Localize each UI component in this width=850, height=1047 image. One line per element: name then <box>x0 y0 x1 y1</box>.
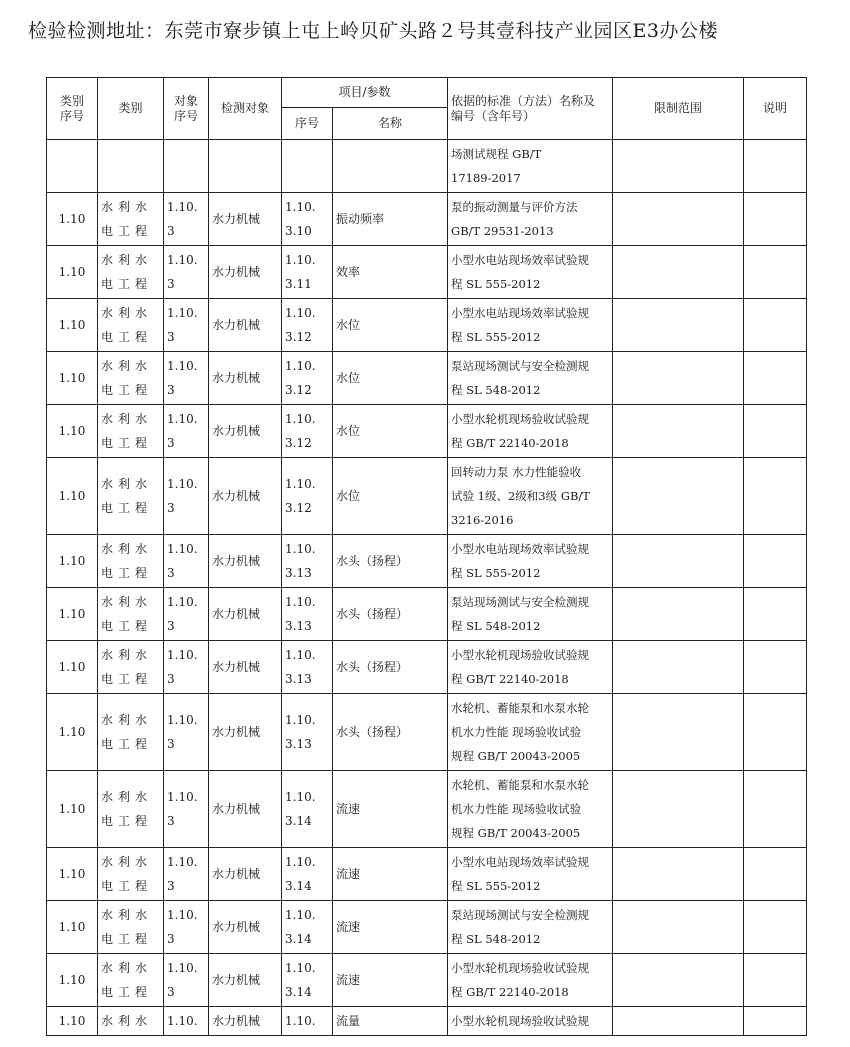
cell-standard <box>448 405 613 458</box>
cell-limit <box>613 535 744 588</box>
cell-object-no <box>164 405 209 458</box>
cell-note <box>744 954 807 1007</box>
cell-category-no-text: 1.10 <box>58 424 86 438</box>
cell-note <box>744 1007 807 1036</box>
cell-note <box>744 352 807 405</box>
cell-object-no <box>164 848 209 901</box>
header-category: 类别 <box>98 78 164 140</box>
cell-object <box>209 588 282 641</box>
cell-category <box>98 1007 164 1036</box>
cell-limit <box>613 1007 744 1036</box>
cell-category <box>98 352 164 405</box>
cell-note <box>744 193 807 246</box>
cell-object-no <box>164 246 209 299</box>
cell-limit <box>613 352 744 405</box>
cell-limit <box>613 299 744 352</box>
cell-object-no <box>164 641 209 694</box>
cell-item-name <box>333 954 448 1007</box>
cell-object-no <box>164 458 209 535</box>
cell-standard-text: 小型水电站现场效率试验规 程 SL 555-2012 <box>451 253 590 291</box>
cell-category <box>98 458 164 535</box>
cell-standard <box>448 694 613 771</box>
cell-item-name-text: 流速 <box>336 802 361 816</box>
cell-object-text: 水力机械 <box>212 973 261 987</box>
cell-standard-text: 小型水轮机现场验收试验规 <box>451 1014 590 1028</box>
cell-empty <box>164 140 209 193</box>
cell-category-no-text: 1.10 <box>58 725 86 739</box>
cell-standard <box>448 588 613 641</box>
cell-note <box>744 641 807 694</box>
cell-note <box>744 771 807 848</box>
cell-object-no <box>164 193 209 246</box>
cell-item-no-text: 1.10. 3.12 <box>285 359 316 397</box>
cell-standard-text: 小型水电站现场效率试验规 程 SL 555-2012 <box>451 306 590 344</box>
cell-category <box>98 954 164 1007</box>
table-row <box>47 641 807 694</box>
cell-note <box>744 694 807 771</box>
cell-category-no <box>47 771 98 848</box>
cell-object <box>209 405 282 458</box>
cell-category-no-text: 1.10 <box>58 867 86 881</box>
cell-empty <box>209 140 282 193</box>
cell-object-no <box>164 771 209 848</box>
cell-standard-text: 水轮机、蓄能泵和水泵水轮 机水力性能 现场验收试验 规程 GB/T 20043-2005 <box>451 778 590 840</box>
header-category-no-text: 类别 序号 <box>59 93 84 123</box>
cell-object-no-text: 1.10. 3 <box>167 908 198 946</box>
cell-object <box>209 954 282 1007</box>
cell-limit <box>613 954 744 1007</box>
cell-object-no <box>164 588 209 641</box>
cell-category-text: 水利水 电工程 <box>101 253 153 291</box>
cell-category-no-text: 1.10 <box>58 973 86 987</box>
cell-category-no <box>47 458 98 535</box>
cell-object-no-text: 1.10. 3 <box>167 412 198 450</box>
cell-object-no-text: 1.10. 3 <box>167 595 198 633</box>
cell-category-no-text: 1.10 <box>58 920 86 934</box>
cell-item-no <box>282 641 333 694</box>
table-row <box>47 848 807 901</box>
cell-item-name <box>333 246 448 299</box>
cell-note <box>744 848 807 901</box>
cell-item-name <box>333 299 448 352</box>
cell-limit <box>613 694 744 771</box>
cell-object-no <box>164 694 209 771</box>
cell-item-name <box>333 694 448 771</box>
cell-item-no <box>282 588 333 641</box>
cell-limit <box>613 140 744 193</box>
cell-category-text: 水利水 电工程 <box>101 359 153 397</box>
table-row <box>47 588 807 641</box>
cell-item-name <box>333 848 448 901</box>
cell-category-text: 水利水 电工程 <box>101 648 153 686</box>
cell-item-name-text: 水位 <box>336 424 361 438</box>
cell-object-no-text: 1.10. 3 <box>167 359 198 397</box>
cell-item-name-text: 水头（扬程） <box>336 660 409 674</box>
cell-category-no-text: 1.10 <box>58 802 86 816</box>
cell-category-no <box>47 352 98 405</box>
cell-limit <box>613 901 744 954</box>
cell-standard-text: 小型水轮机现场验收试验规 程 GB/T 22140-2018 <box>451 961 590 999</box>
cell-category-text: 水利水 电工程 <box>101 477 153 515</box>
cell-item-no-text: 1.10. 3.14 <box>285 908 316 946</box>
table-header <box>47 78 807 140</box>
cell-object <box>209 535 282 588</box>
cell-category <box>98 588 164 641</box>
cell-object-no-text: 1.10. 3 <box>167 542 198 580</box>
cell-item-name-text: 水头（扬程） <box>336 554 409 568</box>
table-row <box>47 1007 807 1036</box>
cell-category-no <box>47 246 98 299</box>
cell-item-name <box>333 771 448 848</box>
cell-item-name-text: 振动频率 <box>336 212 385 226</box>
cell-category-no <box>47 901 98 954</box>
table-row <box>47 352 807 405</box>
cell-object <box>209 901 282 954</box>
table-row <box>47 901 807 954</box>
header-standard <box>448 78 613 140</box>
cell-category-no-text: 1.10 <box>58 1014 86 1028</box>
table-row <box>47 246 807 299</box>
cell-object-text: 水力机械 <box>212 660 261 674</box>
cell-item-no-text: 1.10. 3.14 <box>285 961 316 999</box>
cell-item-name <box>333 458 448 535</box>
cell-item-name <box>333 1007 448 1036</box>
cell-object-no <box>164 954 209 1007</box>
cell-category-text: 水利水 <box>101 1014 153 1028</box>
table-row <box>47 193 807 246</box>
cell-category-text: 水利水 电工程 <box>101 542 153 580</box>
cell-category-no <box>47 193 98 246</box>
cell-item-no <box>282 299 333 352</box>
cell-object-no-text: 1.10. 3 <box>167 253 198 291</box>
cell-object-no-text: 1.10. 3 <box>167 306 198 344</box>
header-item-group: 项目/参数 <box>282 78 448 108</box>
cell-category-no <box>47 588 98 641</box>
cell-item-no-text: 1.10. 3.13 <box>285 648 316 686</box>
cell-standard <box>448 641 613 694</box>
cell-category <box>98 246 164 299</box>
cell-item-name-text: 水头（扬程） <box>336 607 409 621</box>
cell-object-text: 水力机械 <box>212 920 261 934</box>
cell-standard <box>448 458 613 535</box>
cell-object-no-text: 1.10. 3 <box>167 200 198 238</box>
cell-standard <box>448 246 613 299</box>
cell-item-no <box>282 1007 333 1036</box>
table-row <box>47 405 807 458</box>
cell-category-text: 水利水 电工程 <box>101 713 153 751</box>
cell-item-no-text: 1.10. 3.12 <box>285 306 316 344</box>
cell-limit <box>613 246 744 299</box>
cell-category-text: 水利水 电工程 <box>101 790 153 828</box>
cell-item-no <box>282 352 333 405</box>
cell-category-no <box>47 848 98 901</box>
cell-item-name-text: 流速 <box>336 920 361 934</box>
header-object: 检测对象 <box>209 78 282 140</box>
cell-standard <box>448 193 613 246</box>
cell-limit <box>613 588 744 641</box>
header-object-no <box>164 78 209 140</box>
cell-item-name-text: 水位 <box>336 318 361 332</box>
cell-standard-text: 泵站现场测试与安全检测规 程 SL 548-2012 <box>451 595 590 633</box>
cell-object <box>209 352 282 405</box>
cell-category <box>98 193 164 246</box>
cell-item-no-text: 1.10. 3.13 <box>285 542 316 580</box>
cell-empty <box>282 140 333 193</box>
cell-limit <box>613 641 744 694</box>
cell-category-no-text: 1.10 <box>58 660 86 674</box>
cell-object <box>209 694 282 771</box>
cell-category-no <box>47 405 98 458</box>
cell-standard <box>448 140 613 193</box>
cell-category-text: 水利水 电工程 <box>101 595 153 633</box>
cell-standard-text: 泵的振动测量与评价方法 GB/T 29531-2013 <box>451 200 578 238</box>
cell-item-name <box>333 193 448 246</box>
cell-object <box>209 193 282 246</box>
cell-category-text: 水利水 电工程 <box>101 412 153 450</box>
cell-object-text: 水力机械 <box>212 725 261 739</box>
cell-object <box>209 771 282 848</box>
cell-object-no-text: 1.10. 3 <box>167 477 198 515</box>
cell-category <box>98 694 164 771</box>
cell-item-name <box>333 405 448 458</box>
cell-standard <box>448 848 613 901</box>
cell-object-text: 水力机械 <box>212 802 261 816</box>
cell-item-no-text: 1.10. 3.12 <box>285 477 316 515</box>
table-row <box>47 535 807 588</box>
cell-standard-text: 场测试规程 GB/T 17189-2017 <box>451 147 542 185</box>
cell-category-no-text: 1.10 <box>58 318 86 332</box>
header-object-no-text: 对象 序号 <box>173 93 198 123</box>
cell-item-no <box>282 901 333 954</box>
continuation-row <box>47 140 807 193</box>
page-title: 检验检测地址：东莞市寮步镇上屯上岭贝矿头路２号其壹科技产业园区E3办公楼 <box>28 20 718 42</box>
cell-item-name-text: 水位 <box>336 489 361 503</box>
cell-item-no <box>282 771 333 848</box>
cell-category-no-text: 1.10 <box>58 607 86 621</box>
cell-object-no-text: 1.10. 3 <box>167 648 198 686</box>
cell-note <box>744 588 807 641</box>
cell-category-no-text: 1.10 <box>58 554 86 568</box>
cell-object-no-text: 1.10. 3 <box>167 961 198 999</box>
cell-item-no <box>282 535 333 588</box>
cell-category <box>98 848 164 901</box>
cell-category-text: 水利水 电工程 <box>101 306 153 344</box>
cell-object-text: 水力机械 <box>212 371 261 385</box>
cell-standard <box>448 901 613 954</box>
cell-object-text: 水力机械 <box>212 867 261 881</box>
header-standard-text: 依据的标准（方法）名称及 编号（含年号） <box>451 93 596 123</box>
cell-object-text: 水力机械 <box>212 554 261 568</box>
cell-note <box>744 458 807 535</box>
cell-category-text: 水利水 电工程 <box>101 961 153 999</box>
cell-category-no-text: 1.10 <box>58 265 86 279</box>
cell-object-no-text: 1.10. 3 <box>167 713 198 751</box>
cell-empty <box>47 140 98 193</box>
cell-item-no <box>282 405 333 458</box>
cell-category <box>98 299 164 352</box>
cell-item-name-text: 水头（扬程） <box>336 725 409 739</box>
cell-limit <box>613 458 744 535</box>
cell-item-no <box>282 193 333 246</box>
cell-item-name <box>333 535 448 588</box>
cell-object-no <box>164 352 209 405</box>
cell-object-no-text: 1.10. 3 <box>167 855 198 893</box>
cell-note <box>744 140 807 193</box>
cell-category-text: 水利水 电工程 <box>101 908 153 946</box>
header-note: 说明 <box>744 78 807 140</box>
cell-item-name-text: 流量 <box>336 1014 361 1028</box>
cell-standard-text: 泵站现场测试与安全检测规 程 SL 548-2012 <box>451 908 590 946</box>
cell-category-no <box>47 694 98 771</box>
cell-object-text: 水力机械 <box>212 212 261 226</box>
table-row <box>47 771 807 848</box>
cell-item-no-text: 1.10. 3.13 <box>285 713 316 751</box>
cell-object-no <box>164 535 209 588</box>
cell-item-no-text: 1.10. 3.11 <box>285 253 316 291</box>
cell-standard-text: 泵站现场测试与安全检测规 程 SL 548-2012 <box>451 359 590 397</box>
cell-item-name-text: 效率 <box>336 265 361 279</box>
cell-category-no <box>47 954 98 1007</box>
cell-object <box>209 641 282 694</box>
cell-item-name <box>333 641 448 694</box>
cell-limit <box>613 771 744 848</box>
table-row <box>47 299 807 352</box>
cell-item-name-text: 流速 <box>336 867 361 881</box>
cell-category <box>98 641 164 694</box>
cell-object <box>209 246 282 299</box>
cell-empty <box>333 140 448 193</box>
table-body <box>47 140 807 1036</box>
cell-item-no-text: 1.10. <box>285 1014 316 1028</box>
scope-table <box>46 77 807 1036</box>
cell-object <box>209 299 282 352</box>
cell-standard-text: 小型水电站现场效率试验规 程 SL 555-2012 <box>451 542 590 580</box>
cell-category <box>98 771 164 848</box>
table-row <box>47 954 807 1007</box>
cell-item-name <box>333 352 448 405</box>
table-row <box>47 458 807 535</box>
cell-object-no <box>164 1007 209 1036</box>
cell-standard <box>448 352 613 405</box>
cell-category-text: 水利水 电工程 <box>101 855 153 893</box>
cell-standard-text: 小型水轮机现场验收试验规 程 GB/T 22140-2018 <box>451 412 590 450</box>
cell-empty <box>98 140 164 193</box>
cell-object-text: 水力机械 <box>212 1014 261 1028</box>
cell-object-no-text: 1.10. <box>167 1014 198 1028</box>
cell-category <box>98 535 164 588</box>
cell-object <box>209 458 282 535</box>
cell-note <box>744 901 807 954</box>
cell-item-name-text: 流速 <box>336 973 361 987</box>
cell-note <box>744 535 807 588</box>
cell-note <box>744 246 807 299</box>
cell-item-no <box>282 954 333 1007</box>
cell-note <box>744 405 807 458</box>
cell-category-text: 水利水 电工程 <box>101 200 153 238</box>
cell-standard-text: 水轮机、蓄能泵和水泵水轮 机水力性能 现场验收试验 规程 GB/T 20043-2005 <box>451 701 590 763</box>
cell-object-text: 水力机械 <box>212 318 261 332</box>
cell-item-name <box>333 588 448 641</box>
cell-standard-text: 小型水轮机现场验收试验规 程 GB/T 22140-2018 <box>451 648 590 686</box>
table-row <box>47 694 807 771</box>
cell-object-no <box>164 901 209 954</box>
cell-standard-text: 小型水电站现场效率试验规 程 SL 555-2012 <box>451 855 590 893</box>
cell-standard-text: 回转动力泵 水力性能验收 试验 1级、2级和3级 GB/T 3216-2016 <box>451 465 590 527</box>
cell-category-no <box>47 1007 98 1036</box>
cell-standard <box>448 299 613 352</box>
cell-category-no-text: 1.10 <box>58 371 86 385</box>
header-limit: 限制范围 <box>613 78 744 140</box>
cell-item-no-text: 1.10. 3.14 <box>285 790 316 828</box>
cell-item-name-text: 水位 <box>336 371 361 385</box>
cell-object <box>209 848 282 901</box>
cell-limit <box>613 193 744 246</box>
cell-item-no <box>282 694 333 771</box>
cell-category-no-text: 1.10 <box>58 489 86 503</box>
cell-item-no-text: 1.10. 3.12 <box>285 412 316 450</box>
cell-item-no <box>282 246 333 299</box>
cell-standard <box>448 1007 613 1036</box>
cell-object-no-text: 1.10. 3 <box>167 790 198 828</box>
cell-item-no <box>282 458 333 535</box>
cell-limit <box>613 405 744 458</box>
cell-category-no-text: 1.10 <box>58 212 86 226</box>
cell-category-no <box>47 641 98 694</box>
cell-object-text: 水力机械 <box>212 424 261 438</box>
cell-object-text: 水力机械 <box>212 265 261 279</box>
cell-object-no <box>164 299 209 352</box>
cell-object <box>209 1007 282 1036</box>
cell-category-no <box>47 299 98 352</box>
cell-object-text: 水力机械 <box>212 607 261 621</box>
cell-item-name <box>333 901 448 954</box>
cell-category <box>98 405 164 458</box>
cell-standard <box>448 535 613 588</box>
cell-item-no-text: 1.10. 3.14 <box>285 855 316 893</box>
cell-object-text: 水力机械 <box>212 489 261 503</box>
cell-item-no-text: 1.10. 3.13 <box>285 595 316 633</box>
header-item-no: 序号 <box>282 108 333 140</box>
cell-limit <box>613 848 744 901</box>
header-category-no <box>47 78 98 140</box>
cell-category <box>98 901 164 954</box>
cell-item-no-text: 1.10. 3.10 <box>285 200 316 238</box>
cell-standard <box>448 954 613 1007</box>
cell-note <box>744 299 807 352</box>
cell-item-no <box>282 848 333 901</box>
cell-category-no <box>47 535 98 588</box>
cell-standard <box>448 771 613 848</box>
header-item-name: 名称 <box>333 108 448 140</box>
